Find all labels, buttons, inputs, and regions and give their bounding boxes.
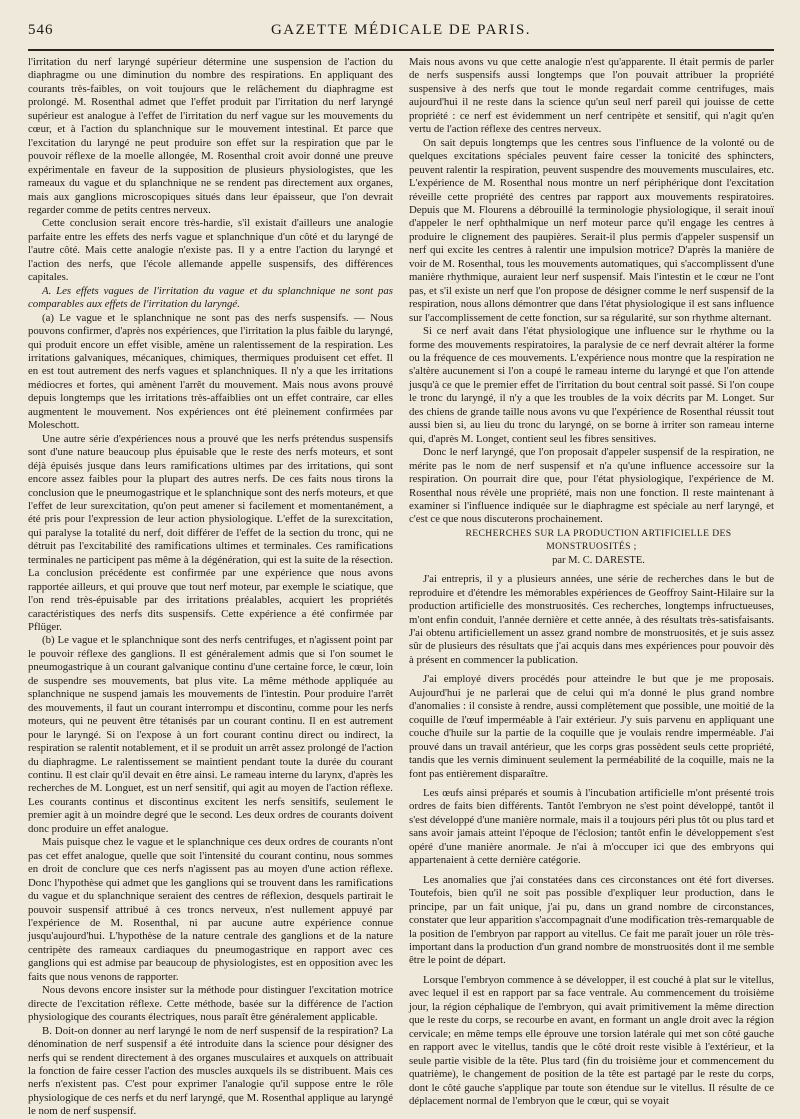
paragraph: Cette conclusion serait encore très-hardie, s'il existait d'ailleurs une analogie parfaite entre les effets des nerfs vague et splanchnique d'un côté et du laryngé de l'autre côté. Mais cette analogie n'existe pas. Il y a entre l'action du laryngé et l'action des nerfs, que l'école allemande appelle suspensifs, des différences capitales. — [28, 217, 393, 284]
paragraph: Lorsque l'embryon commence à se développer, il est couché à plat sur le vitellus, avec lequel il est en rapport par sa face ventrale. Au commencement du troisième jour, la région céphalique de l'embryon, qui avait primitivement la même direction que le reste du corps, se recourbe en avant, en formant un angle droit avec la région cervicale; en même temps elle éprouve une torsion latérale qui met son côté gauche en rapport avec le vitellus, tandis que le côté droit reste visible à l'extérieur, et la seule partie visible de la tête. Plus tard (fin du troisième jour et commencement du quatrième), le changement de position de la tête est partagé par le reste du corps, dont le côté gauche s'applique par toute son étendue sur le vitellus. Il résulte de ce déplacement normal de l'embryon que le cœur, qui se voyait — [409, 973, 774, 1107]
article-title: RECHERCHES SUR LA PRODUCTION ARTIFICIELLE DES MONSTRUOSITÉS ; — [465, 527, 732, 553]
paragraph: J'ai entrepris, il y a plusieurs années, une série de recherches dans le but de reproduire et d'étendre les mémorables expériences de Geoffroy Saint-Hilaire sur la production artificielle des monstruosités. Ces recherches, longtemps infructueuses, m'ont enfin conduit, l'année dernière et cette année, à des résultats très-satisfaisants. J'ai obtenu artificiellement un assez grand nombre de monstruosités, et je suis assez sûr de plusieurs des résultats que j'ai acquis dans mes expériences pour pouvoir dès à présent en commencer la publication. — [409, 573, 774, 666]
paragraph: On sait depuis longtemps que les centres sous l'influence de la volonté ou de quelques excitations spéciales peuvent faire cesser la tonicité des sphincters, peuvent ralentir la respiration, peuvent suspendre des mouvements musculaires, etc. L'expérience de M. Rosenthal nous montre un nerf périphérique dont l'excitation réveille cette propriété des centres par rapport aux mouvements respiratoires. Depuis que M. Flourens a débrouillé la terminologie physiologique, il serait inouï d'appeler le nerf ophthalmique un nerf moteur parce qu'il engage les centres à produire le clignement des paupières. Serait-il plus permis d'appeler suspensif un nerf qui excite les centres à ralentir une impulsion motrice? D'après la manière de voir de M. Rosenthal, tous les mouvements automatiques, qui s'accomplissent d'une manière rhythmique, auraient leur nerf suspensif. Mais l'intestin et le cœur ne l'ont pas, et s'il existe un nerf que l'on propose de désigner comme le nerf suspensif de la respiration, nous allons démontrer que dans l'état physiologique il est sans influence sur l'accomplissement de cette fonction, sur sa régularité, sur son rhythme alternant. — [409, 136, 774, 324]
text-columns — [28, 56, 774, 1118]
section-heading: A. Les effets vagues de l'irritation du vague et du splanchnique ne sont pas comparables aux effets de l'irritation du laryngé. — [28, 284, 393, 311]
paragraph: J'ai employé divers procédés pour atteindre le but que je me proposais. Aujourd'hui je ne parlerai que de celui qui m'a donné le plus grand nombre d'anomalies : il consiste à rendre, aussi complètement que possible, une moitié de la coquille de l'œuf imperméable à l'air extérieur. J'y suis parvenu en appliquant une couche d'huile sur la partie de la coquille que je voulais rendre imperméable. J'ai prouvé dans un travail antérieur, que les corps gras possèdent seuls cette propriété, tandis que les vernis diminuent seulement la perméabilité de la coquille, mais ne la font pas entièrement disparaître. — [409, 673, 774, 780]
right-column — [409, 56, 774, 1107]
left-column — [28, 56, 393, 1118]
page-header — [28, 22, 774, 42]
paragraph: B. Doit-on donner au nerf laryngé le nom de nerf suspensif de la respiration? La dénomination de nerf suspensif a été introduite dans la science pour désigner des nerfs qui se rendent directement à des organes musculaires et auxquels on attribuait la fonction de faire cesser l'action des muscles auxquels ils se distribuent. Mais ces nerfs n'existent pas. C'est pour exprimer l'analogie qu'il suppose entre le rôle physiologique de ces nerfs et du nerf laryngé, que M. Rosenthal applique au laryngé le nom de nerf suspensif. — [28, 1024, 393, 1118]
paragraph: Les anomalies que j'ai constatées dans ces circonstances ont été fort diverses. Toutefois, bien qu'il ne soit pas possible d'expliquer leur production, dans le principe, par un fait unique, j'ai pu, dans un grand nombre de circonstances, constater que leur apparition s'accompagnait d'une modification très-remarquable de la position de l'embryon par rapport au vitellus. Ce fait me paraît jouer un rôle très-important dans la production d'un grand nombre de monstruosités dont il me semble être le point de départ. — [409, 873, 774, 967]
paragraph: Mais nous avons vu que cette analogie n'est qu'apparente. Il était permis de parler de nerfs suspensifs aussi longtemps que l'on pouvait attribuer la propriété suspensive à des nerfs que tout le monde regardait comme centrifuges, mais aujourd'hui il ne reste dans la science qu'un seul nerf pareil qui jouisse de cette propriété : ce nerf est évidemment un nerf centripète et sensitif, qui n'agit qu'en vertu de l'action réflexe des centres nerveux. — [409, 56, 774, 136]
journal-title: GAZETTE MÉDICALE DE PARIS. — [270, 22, 532, 38]
article-author: par M. C. DARESTE. — [552, 554, 645, 566]
paragraph: Nous devons encore insister sur la méthode pour distinguer l'excitation motrice directe de l'excitation réflexe. Cette méthode, basée sur la différence de l'action physiologique des courants électriques, nous paraît être généralement applicable. — [28, 984, 393, 1024]
page-number: 546 — [28, 22, 54, 38]
paragraph: Une autre série d'expériences nous a prouvé que les nerfs prétendus suspensifs sont d'une nature beaucoup plus épuisable que le reste des nerfs moteurs, et sont déjà épuisés jusque dans leurs ramifications ultimes par des irritations, qui sont encore assez faibles pour la plupart des autres nerfs. De ces faits nous tirons la conclusion que le pneumogastrique et le splanchnique sont des nerfs moteurs, et que l'effet de leur surexcitation, qu'on peut amener si facilement et momentanément, a été pris pour l'expression de leur action physiologique. L'effet de la surexcitation, qui paralyse la totalité du nerf, doit différer de l'effet de la section du tronc, qui ne détruit pas l'excitabilité des ramifications ultimes et terminales. Ces ramifications terminales ne participent pas même à la dégénération, qui est la suite de la résection. La conclusion précédente est confirmée par une expérience que nous avons rapportée ailleurs, et qui prouve que tout nerf moteur, par exemple le sciatique, que l'on rend très-épuisable par des irritations préalables, acquiert les propriétés caractéristiques des nerfs dits suspensifs. Cette expérience a été confirmée par Pflüger. — [28, 432, 393, 634]
paragraph: (b) Le vague et le splanchnique sont des nerfs centrifuges, et n'agissent point par le pouvoir réflexe des ganglions. Il est généralement admis que si l'on soumet le pneumogastrique à un courant galvanique continu d'une certaine force, le cœur, loin de suspendre ses mouvements, bat plus vite. La même méthode appliquée au splanchnique ne suspend jamais les mouvements de l'intestin. Pour produire l'arrêt des mouvements, il faut un courant interrompu et discontinu, comme pour les nerfs moteurs, qui ne peuvent être tétanisés par un courant continu. Il en est autrement pour le laryngé. Si on l'expose à un fort courant continu direct ou indirect, la respiration se ralentit notablement, et il se produit un arrêt assez prolongé de l'action du diaphragme. Le ralentissement se maintient pendant toute la durée du courant continu. Il est clair qu'il devait en être ainsi. Le rameau interne du larynx, d'après les recherches de M. Longuet, est un nerf sensitif, qui agit au moyen de l'action réflexe. Les courants continus et discontinus excitent les nerfs sensitifs, seulement le premier agit à un moindre degré que le second. Les deux ordres de courants doivent donc produire un effet analogue. — [28, 634, 393, 835]
paragraph: Les œufs ainsi préparés et soumis à l'incubation artificielle m'ont présenté trois ordres de faits bien différents. Tantôt l'embryon ne s'est point développé, tantôt il s'est développé d'une manière normale, mais il a toujours péri plus tôt ou plus tard et sans avoir jamais atteint l'époque de l'éclosion; tantôt enfin le développement s'est opéré d'une manière anormale. Je n'ai à m'occuper ici que des embryons qui appartenaient à cette dernière catégorie. — [409, 787, 774, 867]
paragraph: Mais puisque chez le vague et le splanchnique ces deux ordres de courants n'ont pas cet effet analogue, quelle que soit l'intensité du courant continu, nous sommes en droit de conclure que ces nerfs n'agissent pas au moyen d'une action réflexe. Donc l'hypothèse qui admet que les ganglions qui se trouvent dans les ramifications du vague et du splanchnique seraient des centres de réflexion, desquels partirait le pouvoir suspensif attribué à ces troncs nerveux, n'est nullement appuyé par l'expérience de M. Rosenthal, ni par aucune autre expérience connue jusqu'aujourd'hui. L'hypothèse de la nature centrale des ganglions et de la nature centripète des rameaux cardiaques du pneumogastrique en rapport avec ces ganglions qui est admise par beaucoup de physiologistes, est en opposition avec les faits que nous venons de rapporter. — [28, 836, 393, 983]
paragraph: Si ce nerf avait dans l'état physiologique une influence sur le rhythme ou la forme des mouvements respiratoires, la paralysie de ce nerf devrait altérer la forme ou la fréquence de ces mouvements. L'expérience nous montre que la respiration ne s'altère aucunement si l'on a coupé le rameau interne du laryngé et que l'on attende jusqu'à ce que le premier effet de l'irritation du bout central soit passé. Si l'on coupe le tronc du laryngé, il n'y a que les troubles de la voix décrits par M. Longet. Sur des chiens de grande taille nous avons vu que l'expérience de Rosenthal réussit tout aussi bien si, au lieu du tronc du laryngé, on se borne à irriter son rameau interne qui, d'après M. Longet, contient seul les fibres sensitives. — [409, 325, 774, 445]
paragraph: Donc le nerf laryngé, que l'on proposait d'appeler suspensif de la respiration, ne mérite pas le nom de nerf suspensif et n'a qu'une influence accessoire sur la respiration. On pourrait dire que, pour l'état physiologique, l'expérience de M. Rosenthal nous révèle une propriété, mais non une fonction. Il reste maintenant à examiner si l'influence indiquée sur le diaphragme est spéciale au nerf laryngé, et c'est ce que nous discuterons prochainement. — [409, 446, 774, 526]
paragraph: (a) Le vague et le splanchnique ne sont pas des nerfs suspensifs. — Nous pouvons confirmer, d'après nos expériences, que l'irritation la plus faible du laryngé, qui produit encore un effet visible, amène un ralentissement de la respiration. Les irritations galvaniques, mécaniques, chimiques, thermiques produisent cet effet. Il en est tout autrement des nerfs vagues et splanchniques. Il n'y a que les irritations médiocres et fortes, qui amènent l'arrêt du mouvement. Mais nous avons prouvé depuis longtemps que les irritations très-affaiblies ont un effet contraire, car elles augmentent le mouvement. Nos expériences ont été pleinement confirmées par Moleschott. — [28, 311, 393, 432]
paragraph: l'irritation du nerf laryngé supérieur détermine une suspension de l'action du diaphragme ou une diminution du nombre des respirations. En appliquant des courants très-faibles, on voit toujours que le relâchement du diaphragme est prolongé. M. Rosenthal admet que l'effet produit par l'irritation du nerf laryngé supérieur est analogue à l'effet de l'irritation du nerf vague sur les mouvements du cœur, et à l'action du splanchnique sur le mouvement intestinal. Et parce que l'excitation du laryngé ne peut produire son effet sur la respiration que par le pouvoir réflexe de la moelle allongée, M. Rosenthal croit avoir donné une preuve expérimentale en faveur de la supposition de plusieurs physiologistes, que les rameaux du vague et du splanchnique ne se rendent pas directement aux organes, mais aux ganglions microscopiques situés dans leur épaisseur, que l'on devrait regarder comme de petits centres nerveux. — [28, 56, 393, 216]
header-rule — [28, 49, 774, 51]
